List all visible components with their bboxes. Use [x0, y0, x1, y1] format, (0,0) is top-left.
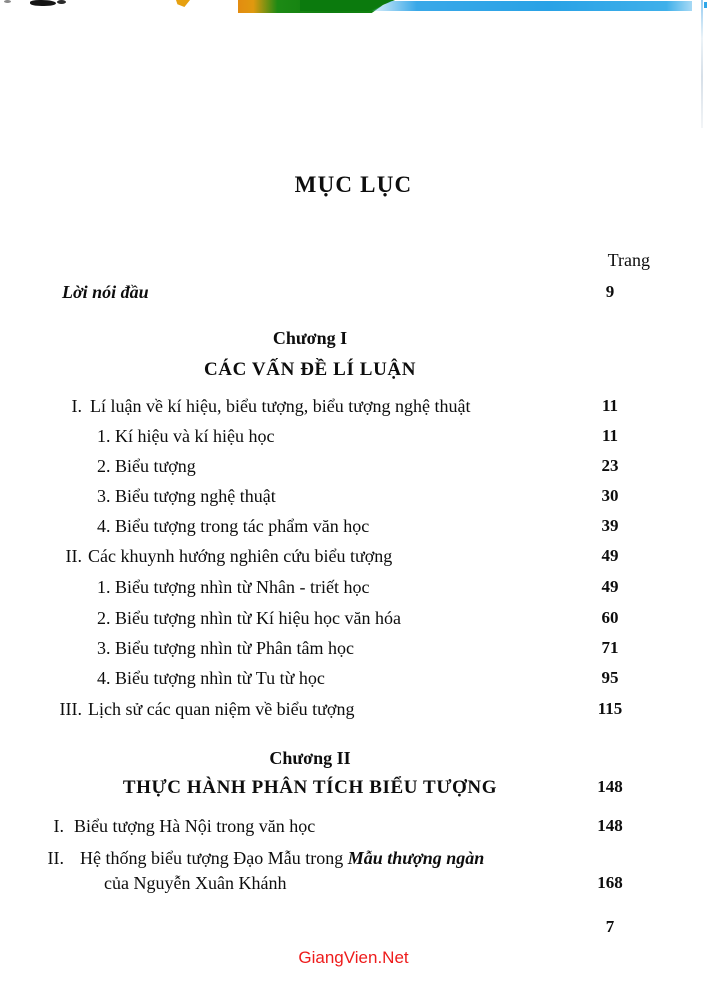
toc-entry-page: 23: [601, 456, 619, 475]
toc-entry-page: 30: [601, 486, 619, 505]
toc-entry-label: 2. Biểu tượng nhìn từ Kí hiệu học văn hóa: [97, 608, 401, 628]
toc-entry-page: 95: [601, 668, 619, 687]
toc-entry-label: 4. Biểu tượng trong tác phẩm văn học: [97, 516, 370, 536]
scan-green-band-inner: [300, 0, 395, 11]
scan-smudge-icon: [4, 0, 11, 3]
toc-entry-page: 148: [597, 816, 623, 835]
toc-entry-page: 115: [597, 699, 623, 718]
toc-row: [0, 486, 707, 516]
toc-entry-label: Các khuynh hướng nghiên cứu biểu tượng: [88, 546, 393, 566]
scan-blue-band: [372, 1, 692, 11]
toc-entry-page: 49: [601, 546, 619, 565]
toc-entry-label: Lịch sử các quan niệm về biểu tượng: [88, 699, 355, 719]
page-column-header: Trang: [607, 250, 650, 270]
toc-entry-page: 11: [601, 396, 619, 415]
chapter-title-2: THỰC HÀNH PHÂN TÍCH BIỂU TƯỢNG: [122, 777, 498, 798]
chapter-name-2: Chương II: [269, 748, 351, 768]
toc-entry-page: 39: [601, 516, 619, 535]
toc-entry-page: 168: [597, 873, 623, 892]
scan-smudge-icon: [30, 0, 56, 6]
preface-page-number: 9: [605, 282, 615, 301]
toc-row: [0, 816, 707, 846]
toc-entry-label: Biểu tượng Hà Nội trong văn học: [74, 816, 316, 836]
chapter-name-1: Chương I: [272, 328, 348, 348]
toc-entry-label: 1. Biểu tượng nhìn từ Nhân - triết học: [97, 577, 370, 597]
scan-orange-fleck-icon: [176, 0, 190, 7]
toc-entry-label: Lí luận về kí hiệu, biểu tượng, biểu tượng nghệ thuật: [90, 396, 471, 416]
toc-entry-label: 2. Biểu tượng: [97, 456, 196, 476]
toc-entry-page: 11: [601, 426, 619, 445]
toc-entry-page: 49: [601, 577, 619, 596]
toc-entry-number: I.: [53, 816, 64, 836]
chapter-title-row-2: [0, 777, 707, 807]
scan-right-edge-line: [701, 0, 703, 128]
watermark-text: GiangVien.Net: [298, 948, 409, 967]
toc-row-continuation: [0, 873, 707, 903]
toc-entry-label: 3. Biểu tượng nghệ thuật: [97, 486, 276, 506]
toc-entry-label: 4. Biểu tượng nhìn từ Tu từ học: [97, 668, 325, 688]
toc-row: [0, 699, 707, 729]
toc-entry-label: 1. Kí hiệu và kí hiệu học: [97, 426, 275, 446]
chapter-title-page-2: 148: [597, 777, 623, 796]
toc-row: [0, 608, 707, 638]
preface-label: Lời nói đầu: [62, 282, 149, 302]
toc-entry-label-text: Hệ thống biểu tượng Đạo Mẫu trong: [80, 848, 348, 868]
toc-entry-page: 71: [601, 638, 619, 657]
toc-entry-number: II.: [65, 546, 82, 566]
toc-row: [0, 546, 707, 576]
folio-number: 7: [605, 917, 615, 936]
toc-row: [0, 638, 707, 668]
toc-entry-book-title: Mẫu thượng ngàn: [347, 848, 485, 868]
toc-row: [0, 396, 707, 426]
toc-entry-label: 3. Biểu tượng nhìn từ Phân tâm học: [97, 638, 355, 658]
toc-entry-label: [80, 848, 484, 869]
scan-green-band: [238, 0, 390, 13]
toc-entry-number: III.: [59, 699, 82, 719]
scan-smudge-icon: [57, 0, 66, 4]
toc-row: [0, 456, 707, 486]
toc-entry-page: 60: [601, 608, 619, 627]
toc-row-preface: [0, 282, 707, 312]
toc-entry-number: I.: [71, 396, 82, 416]
toc-row: [0, 577, 707, 607]
toc-row: [0, 516, 707, 546]
toc-row: [0, 668, 707, 698]
page-title: MỤC LỤC: [294, 172, 413, 197]
toc-row: [0, 426, 707, 456]
scan-artifact-band: [0, 0, 707, 18]
toc-entry-continuation: của Nguyễn Xuân Khánh: [104, 873, 287, 893]
chapter-title-1: CÁC VẤN ĐỀ LÍ LUẬN: [203, 359, 417, 380]
toc-entry-number: II.: [47, 848, 64, 868]
